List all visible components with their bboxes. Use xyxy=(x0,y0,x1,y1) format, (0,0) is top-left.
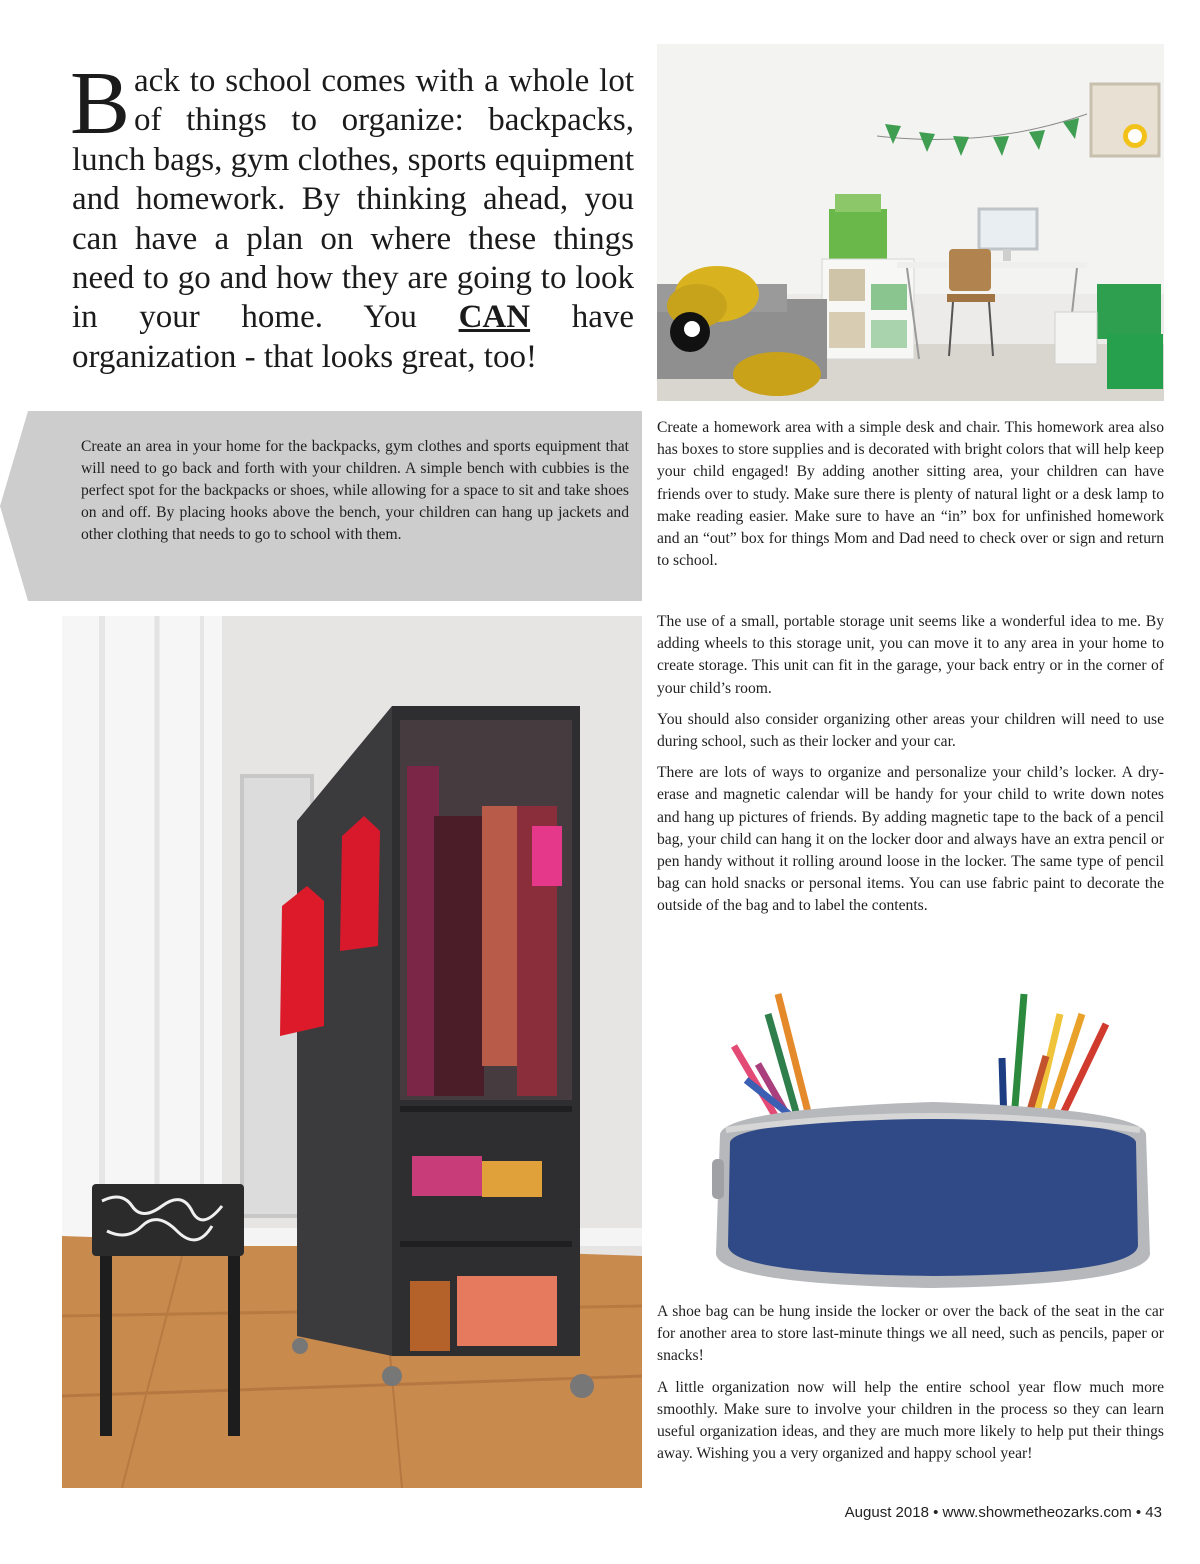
column-paragraphs xyxy=(657,611,1164,918)
page-footer: August 2018 • www.showmetheozarks.com • 43 xyxy=(844,1504,1162,1521)
paragraph-personalize-locker: There are lots of ways to organize and personalize your child’s locker. A dry-erase and magnetic calendar will be handy for your child to write down notes and hang up pictures of friends. By adding magnetic tape to the back of a pencil bag, your child can hang it on the locker door and always have an extra pencil or pen handy without it rolling around loose in the locker. The same type of pencil bag can hold snacks or personal items. You can use fabric paint to decorate the outside of the bag and to label the contents. xyxy=(657,764,1164,915)
storage-unit-photo xyxy=(62,616,642,1488)
homework-paragraph: Create a homework area with a simple desk and chair. This homework area also has boxes to store supplies and is decorated with bright colors that will help keep your child engaged! By adding another sitting area, your children can have friends over to study. Make sure there is plenty of natural light or a desk lamp to make reading easier. Make sure to have an “in” box for unfinished homework and an “out” box for things Mom and Dad need to check over or sign and return to school. xyxy=(657,419,1164,570)
intro-emphasis: CAN xyxy=(458,299,531,336)
paragraph-closing: A little organization now will help the entire school year flow much more smoothly. Make sure to involve your children in the process so they can learn useful organization ideas, and they are much more likely to help put their things away. Wishing you a very organized and happy school year! xyxy=(657,1378,1164,1463)
homework-room-photo xyxy=(657,44,1164,401)
intro-text-after: have organization - that looks great, too! xyxy=(72,299,635,375)
closing-paragraphs xyxy=(657,1301,1164,1465)
paragraph-storage-unit: The use of a small, portable storage unit seems like a wonderful idea to me. By adding wheels to this storage unit, you can move it to any area in your home to create storage. This unit can fit in the garage, your back entry or in the corner of your child’s room. xyxy=(657,613,1164,697)
pencil-bag-photo xyxy=(706,984,1160,1290)
paragraph-shoe-bag: A shoe bag can be hung inside the locker or over the back of the seat in the car for another area to store last-minute things we all need, such as pencils, paper or snacks! xyxy=(657,1303,1164,1365)
paragraph-locker-car: You should also consider organizing other areas your children will need to use during school, such as their locker and your car. xyxy=(657,710,1164,751)
drop-cap: B xyxy=(70,54,131,153)
intro-text-before: ack to school comes with a whole lot of things to organize: backpacks, lunch bags, gym clothes, sports equipment and homework. By thinking ahead, you can have a plan on where these things need to go and how they are going to look in your home. You xyxy=(72,63,634,336)
callout-text: Create an area in your home for the backpacks, gym clothes and sports equipment that will need to go back and forth with your children. A simple bench with cubbies is the perfect spot for the backpacks or shoes, while allowing for a space to sit and take shoes on and off. By placing hooks above the bench, your children can hang up jackets and other clothing that needs to go to school with them. xyxy=(81,438,629,543)
intro-paragraph xyxy=(70,54,635,377)
